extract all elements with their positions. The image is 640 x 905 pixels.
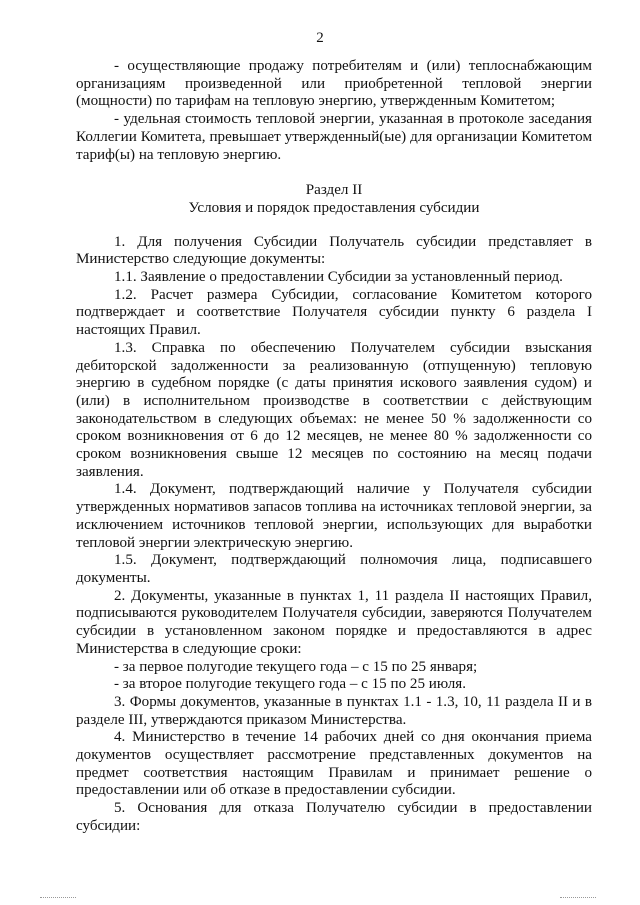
document-body	[76, 58, 592, 836]
paragraph-2: 2. Документы, указанные в пунктах 1, 11 раздела II настоящих Правил, подписываются руководителем Получателя субсидии, заверяются Получателем субсидии в установленном законом порядке и предоставляются в адрес Министерства в следующие сроки:	[76, 587, 592, 657]
list-item-first-half: - за первое полугодие текущего года – с 15 по 25 января;	[114, 658, 478, 675]
intro-bullet-1: - осуществляющие продажу потребителям и (или) теплоснабжающим организациям произведенной или приобретенной тепловой энергии (мощности) по тарифам на тепловую энергию, утвержденным Комитетом;	[76, 58, 592, 110]
footer-divider-left	[40, 897, 76, 899]
paragraph-3: 3. Формы документов, указанные в пунктах 1.1 - 1.3, 10, 11 раздела II и в разделе III, утверждаются приказом Министерства.	[76, 693, 592, 728]
intro-bullet-2: - удельная стоимость тепловой энергии, указанная в протоколе заседания Коллегии Комитета, превышает утвержденный(ые) для организации Комитетом тариф(ы) на тепловую энергию.	[76, 111, 592, 163]
paragraph-1-1: 1.1. Заявление о предоставлении Субсидии за установленный период.	[114, 269, 563, 286]
section-title: Условия и порядок предоставления субсидии	[188, 199, 480, 216]
page-number: 2	[316, 30, 324, 46]
list-item-second-half: - за второе полугодие текущего года – с 15 по 25 июля.	[114, 676, 466, 693]
footer-divider-right	[560, 897, 596, 899]
paragraph-1-4: 1.4. Документ, подтверждающий наличие у Получателя субсидии утвержденных нормативов запасов топлива на источниках тепловой энергии, за исключением источников тепловой энергии, использующих для выработки тепловой энергии электрическую энергию.	[76, 481, 592, 551]
paragraph-1: 1. Для получения Субсидии Получатель субсидии представляет в Министерство следующие документы:	[76, 233, 592, 268]
paragraph-1-5: 1.5. Документ, подтверждающий полномочия лица, подписавшего документы.	[76, 552, 592, 586]
paragraph-1-3: 1.3. Справка по обеспечению Получателем субсидии взыскания дебиторской задолженности за реализованную (отпущенную) тепловую энергию в судебном порядке (с даты принятия искового заявления судом) и (или) в исполнительном производстве в соответствии с действующим законодательством в следующих объемах: не менее 50 % задолженности со сроком возникновения от 6 до 12 месяцев, не менее 80 % задолженности со сроком возникновения свыше 12 месяцев по состоянию на месяц подачи заявления.	[76, 339, 592, 480]
paragraph-5: 5. Основания для отказа Получателю субсидии в предоставлении субсидии:	[76, 800, 592, 834]
section-label: Раздел II	[305, 182, 363, 199]
paragraph-4: 4. Министерство в течение 14 рабочих дней со дня окончания приема документов осуществляет рассмотрение представленных документов на предмет соответствия настоящим Правилам и принимает решение о предоставлении или об отказе в предоставлении субсидии.	[76, 729, 592, 799]
paragraph-1-2: 1.2. Расчет размера Субсидии, согласование Комитетом которого подтверждает и соответствие Получателя субсидии пункту 6 раздела I настоящих Правил.	[76, 286, 592, 339]
